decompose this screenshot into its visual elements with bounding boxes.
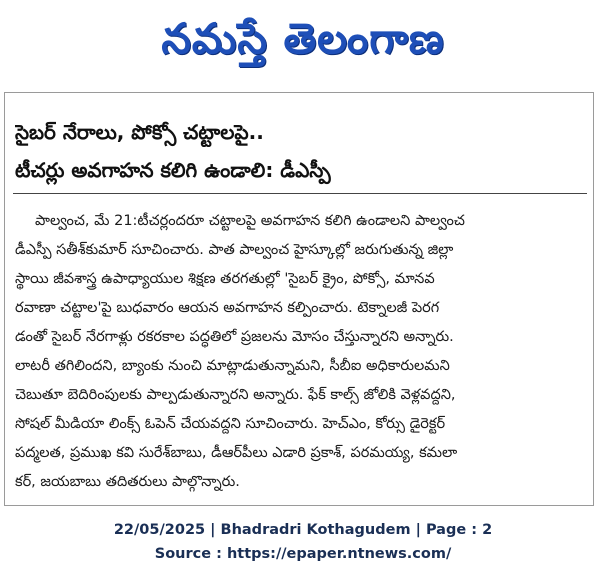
edition-info: 22/05/2025 | Bhadradri Kothagudem | Page : 2: [113, 522, 493, 538]
body-line: స్థాయి జీవశాస్త్ర ఉపాధ్యాయుల శిక్షణ తరగతుల్లో 'సైబర్ క్రైం, పోక్సో, మానవ: [15, 271, 435, 287]
body-line: రవాణా చట్టాల'పై బుధవారం ఆయన అవగాహన కల్పించారు. టెక్నాలజీ పెరగ: [15, 300, 440, 316]
body-line: డంతో సైబర్ నేరగాళ్లు రకరకాల పద్ధతిలో ప్రజలను మోసం చేస్తున్నారని అన్నారు.: [15, 329, 454, 345]
body-line: డీఎస్పీ సతీశ్‌కుమార్ సూచించారు. పాత పాల్వంచ హైస్కూల్లో జరుగుతున్న జిల్లా: [15, 242, 454, 258]
body-line: పాల్వంచ, మే 21:టీచర్లందరూ చట్టాలపై అవగాహన కలిగి ఉండాలని పాల్వంచ: [35, 213, 465, 229]
headline-divider: [13, 193, 587, 194]
headline-line-2: టీచర్లు అవగాహన కలిగి ఉండాలి: డీఎస్పీ: [15, 158, 331, 182]
body-line: కర్, జయబాబు తదితరులు పాల్గొన్నారు.: [15, 474, 240, 490]
article-body: [15, 207, 589, 497]
headline-line-1: సైబర్ నేరాలు, పోక్సో చట్టాలపై..: [15, 120, 264, 144]
body-line: సోషల్ మీడియా లింక్స్ ఓపెన్ చేయవద్దని సూచించారు. హెచ్‌ఎం, కోర్సు డైరెక్టర్: [15, 416, 446, 432]
body-line: పద్మలత, ప్రముఖ కవి సురేశ్‌బాబు, డీఆర్‌పీలు ఎడారి ప్రకాశ్, పరమయ్య, కమలా: [15, 445, 458, 461]
newspaper-masthead: నమస్తే తెలంగాణ: [161, 14, 445, 63]
body-line: లాటరీ తగిలిందని, బ్యాంకు నుంచి మాట్లాడుతున్నామని, సీబీఐ అధికారులమని: [15, 358, 450, 374]
news-clipping: [4, 92, 594, 506]
source-link[interactable]: Source : https://epaper.ntnews.com/: [154, 546, 452, 562]
body-line: చెబుతూ బెదిరింపులకు పాల్పడుతున్నారని అన్నారు. ఫేక్ కాల్స్ జోలికి వెళ్లవద్దని,: [15, 387, 456, 403]
